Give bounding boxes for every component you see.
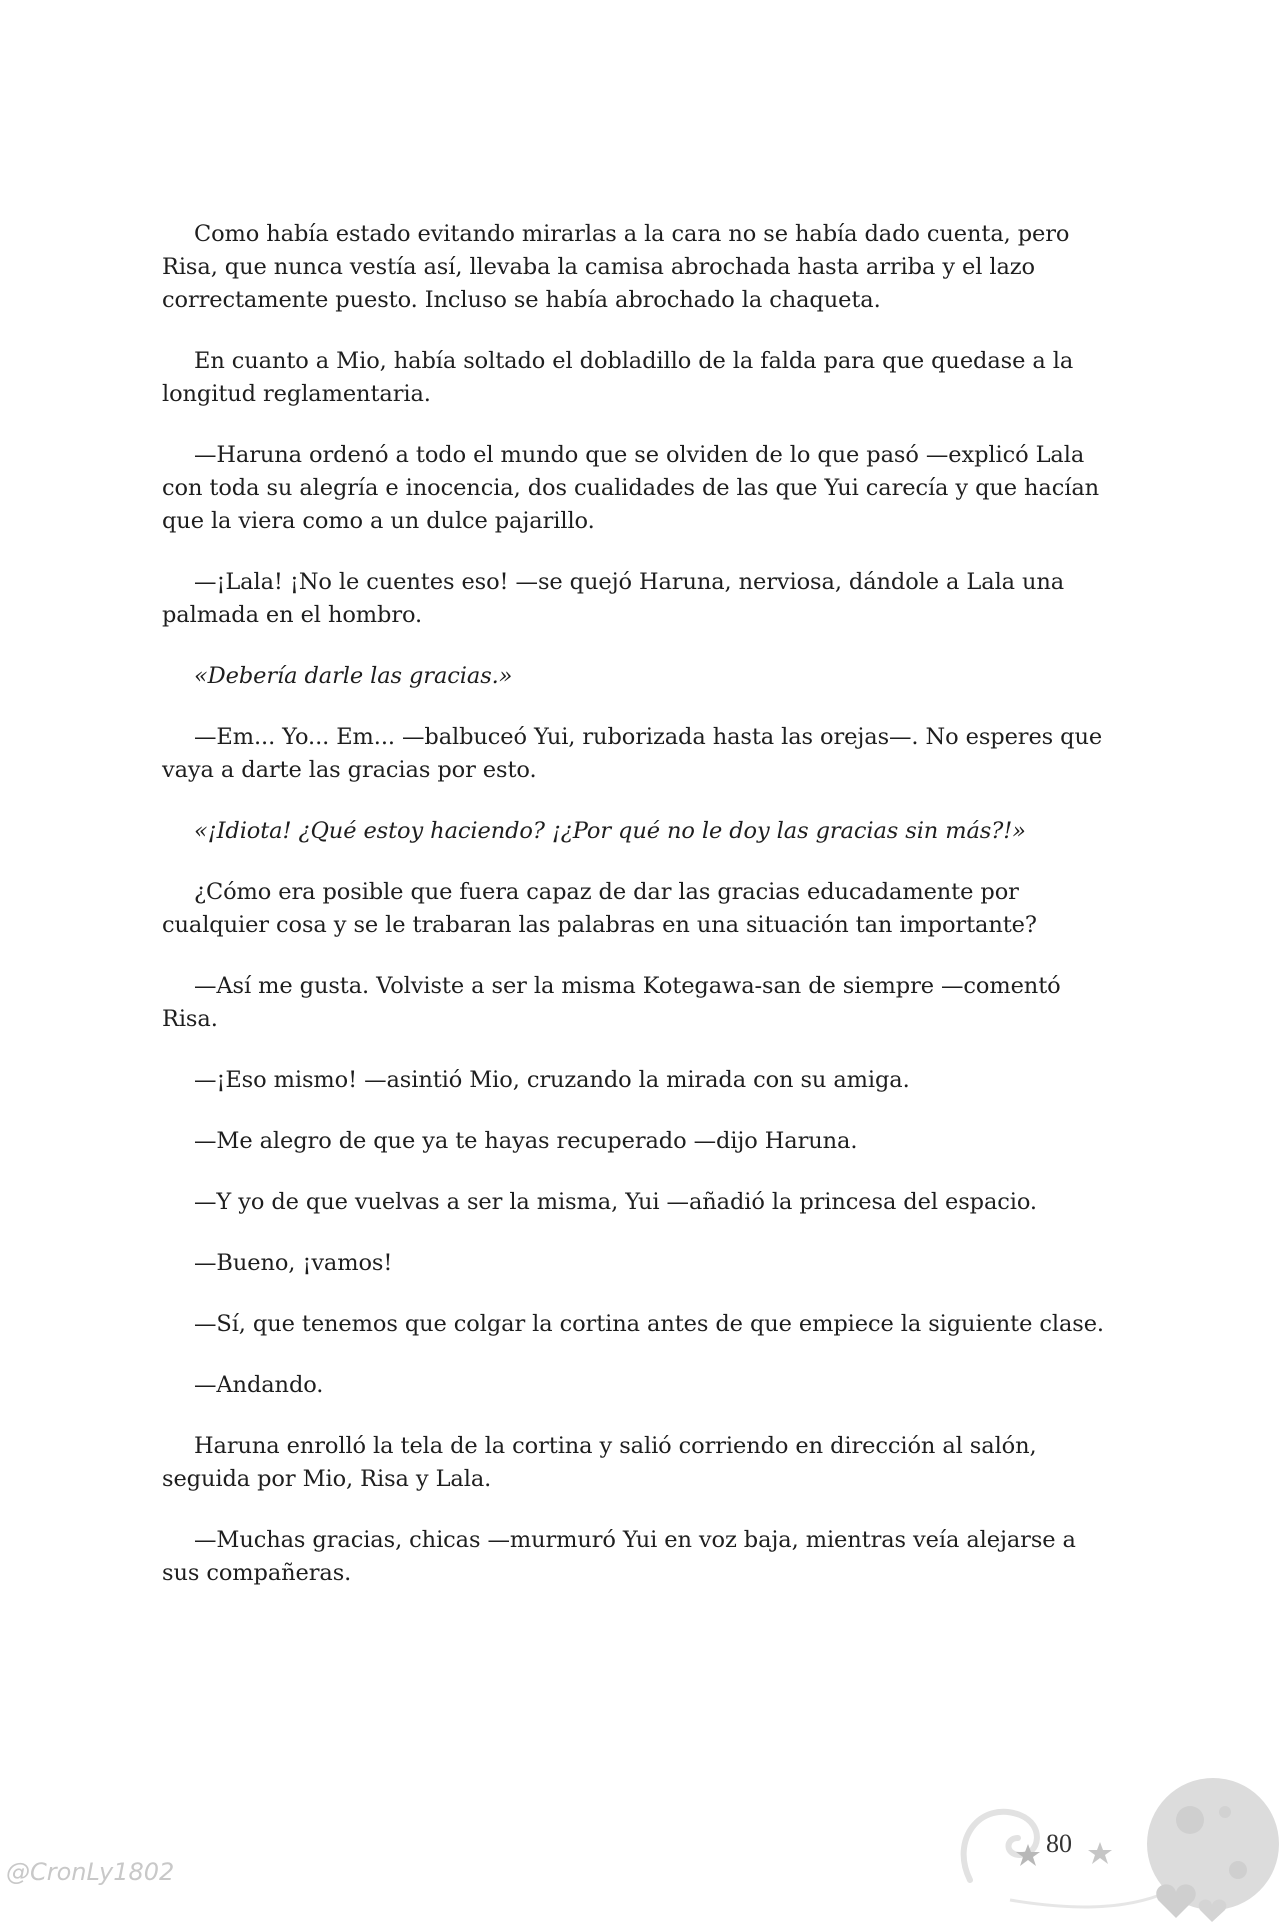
- paragraph-12: —Y yo de que vuelvas a ser la misma, Yui —añadió la princesa del espacio.: [194, 1189, 1037, 1215]
- paragraph-16: Haruna enrolló la tela de la cortina y salió corriendo en dirección al salón, seguida por Mio, Risa y Lala.: [162, 1433, 1037, 1492]
- paragraph-3: —Haruna ordenó a todo el mundo que se olviden de lo que pasó —explicó Lala con toda su alegría e inocencia, dos cualidades de las que Yui carecía y que hacían que la viera como a un dulce pajarillo.: [162, 442, 1100, 534]
- page-number: 80: [1046, 1829, 1072, 1858]
- paragraph-17: —Muchas gracias, chicas —murmuró Yui en voz baja, mientras veía alejarse a sus compañeras.: [162, 1527, 1076, 1586]
- paragraph-14: —Sí, que tenemos que colgar la cortina antes de que empiece la siguiente clase.: [194, 1311, 1104, 1337]
- paragraph-2: En cuanto a Mio, había soltado el dobladillo de la falda para que quedase a la longitud reglamentaria.: [162, 348, 1074, 407]
- paragraph-13: —Bueno, ¡vamos!: [194, 1250, 393, 1276]
- paragraph-9: —Así me gusta. Volviste a ser la misma Kotegawa-san de siempre —comentó Risa.: [162, 973, 1061, 1032]
- paragraph-8: ¿Cómo era posible que fuera capaz de dar las gracias educadamente por cualquier cosa y se le trabaran las palabras en una situación tan importante?: [162, 879, 1037, 938]
- paragraph-4: —¡Lala! ¡No le cuentes eso! —se quejó Haruna, nerviosa, dándole a Lala una palmada en el hombro.: [162, 569, 1065, 628]
- paragraph-7: «¡Idiota! ¿Qué estoy haciendo? ¡¿Por qué no le doy las gracias sin más?!»: [194, 818, 1026, 844]
- paragraph-1: Como había estado evitando mirarlas a la cara no se había dado cuenta, pero Risa, que nunca vestía así, llevaba la camisa abrochada hasta arriba y el lazo correctamente puesto. Incluso se había abrochado la chaqueta.: [162, 221, 1070, 313]
- paragraph-10: —¡Eso mismo! —asintió Mio, cruzando la mirada con su amiga.: [194, 1067, 910, 1093]
- paragraph-6: —Em... Yo... Em... —balbuceó Yui, ruborizada hasta las orejas—. No esperes que vaya a darte las gracias por esto.: [162, 724, 1103, 783]
- watermark: @CronLy1802: [6, 1858, 175, 1886]
- paragraph-11: —Me alegro de que ya te hayas recuperado —dijo Haruna.: [194, 1128, 858, 1154]
- paragraph-15: —Andando.: [194, 1372, 324, 1398]
- paragraph-5: «Debería darle las gracias.»: [194, 663, 513, 689]
- page-corner-ornament: [950, 1760, 1280, 1922]
- page-body: [162, 218, 1118, 1618]
- star-icon: [1088, 1842, 1112, 1864]
